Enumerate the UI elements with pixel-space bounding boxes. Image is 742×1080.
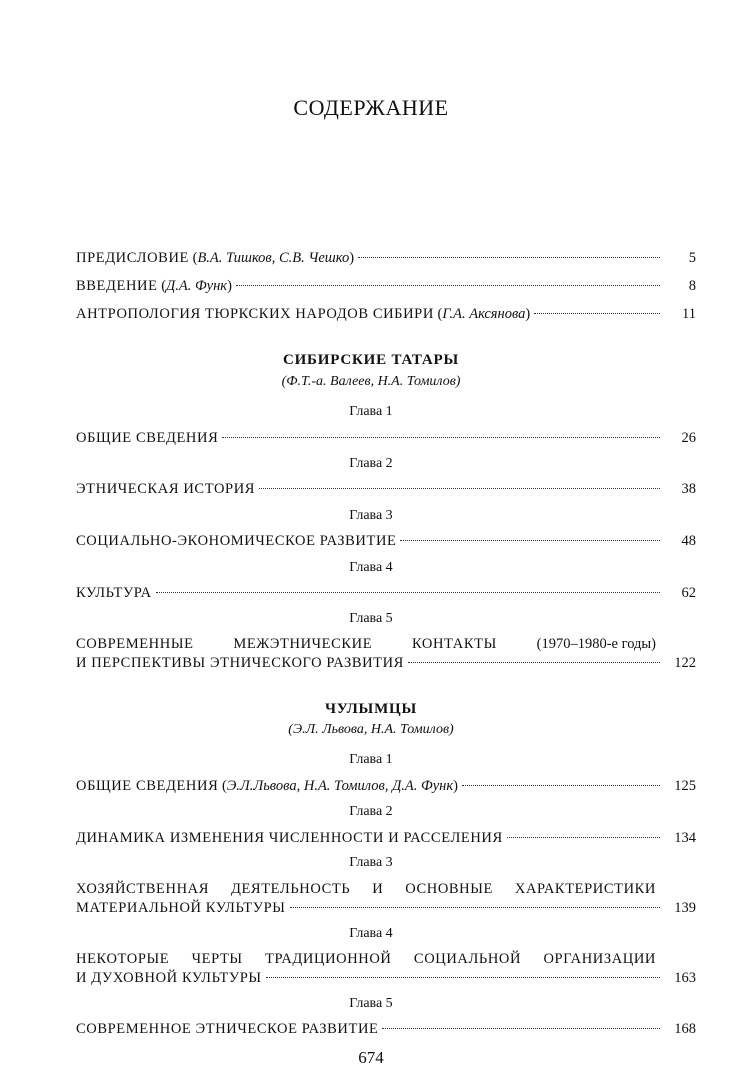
entry-title: КУЛЬТУРА bbox=[76, 585, 152, 601]
entry-page: 38 bbox=[681, 481, 696, 497]
title-word: СОВРЕМЕННЫЕ bbox=[76, 636, 194, 652]
chapter-label: Глава 3 bbox=[349, 855, 393, 870]
leader-dots bbox=[259, 487, 660, 489]
title-word: (1970–1980-е годы) bbox=[536, 636, 656, 652]
entry-title: И ПЕРСПЕКТИВЫ ЭТНИЧЕСКОГО РАЗВИТИЯ bbox=[76, 655, 404, 671]
title-word: ДЕЯТЕЛЬНОСТЬ bbox=[230, 881, 351, 897]
toc-entry-line1[interactable] bbox=[76, 879, 656, 899]
entry-page: 8 bbox=[688, 278, 696, 294]
toc-entry-line1[interactable] bbox=[76, 634, 656, 654]
section-authors-text: Э.Л. Львова, Н.А. Томилов bbox=[292, 722, 450, 737]
entry-title: ПРЕДИСЛОВИЕ bbox=[76, 250, 189, 266]
title-word: ТРАДИЦИОННОЙ bbox=[265, 951, 392, 967]
entry-title: ОБЩИЕ СВЕДЕНИЯ bbox=[76, 430, 219, 446]
entry-author: Г.А. Аксянова bbox=[442, 306, 526, 322]
entry-page: 11 bbox=[682, 306, 696, 322]
chapter-label: Глава 1 bbox=[349, 752, 393, 767]
toc-entry-introduction[interactable] bbox=[76, 276, 696, 296]
title-word: МЕЖЭТНИЧЕСКИЕ bbox=[233, 636, 373, 652]
title-word: НЕКОТОРЫЕ bbox=[76, 951, 170, 967]
toc-entry-line2[interactable] bbox=[76, 968, 696, 988]
page-title: СОДЕРЖАНИЕ bbox=[293, 95, 449, 120]
chapter-label: Глава 1 bbox=[349, 404, 393, 419]
entry-author: В.А. Тишков, С.В. Чешко bbox=[197, 250, 350, 266]
chapter-label: Глава 4 bbox=[349, 926, 393, 941]
leader-dots bbox=[408, 661, 660, 663]
leader-dots bbox=[507, 836, 660, 838]
entry-author-wrap: (Э.Л.Львова, Н.А. Томилов, Д.А. Функ) bbox=[218, 778, 458, 794]
leader-dots bbox=[266, 976, 660, 978]
entry-page: 5 bbox=[688, 250, 696, 266]
title-word: И bbox=[372, 881, 384, 897]
title-word: КОНТАКТЫ bbox=[412, 636, 497, 652]
entry-title: И ДУХОВНОЙ КУЛЬТУРЫ bbox=[76, 970, 262, 986]
leader-dots bbox=[382, 1027, 660, 1029]
leader-dots bbox=[358, 256, 660, 258]
leader-dots bbox=[462, 784, 660, 786]
toc-entry-line1[interactable] bbox=[76, 949, 656, 969]
entry-title: ЭТНИЧЕСКАЯ ИСТОРИЯ bbox=[76, 481, 256, 497]
entry-author-wrap: (Д.А. Функ) bbox=[157, 278, 232, 294]
entry-page: 139 bbox=[674, 900, 696, 916]
entry-page: 122 bbox=[674, 655, 696, 671]
title-word: ХОЗЯЙСТВЕННАЯ bbox=[76, 881, 210, 897]
section-authors: (Э.Л. Львова, Н.А. Томилов) bbox=[288, 722, 454, 737]
toc-entry[interactable] bbox=[76, 428, 696, 448]
leader-dots bbox=[222, 436, 660, 438]
chapter-label: Глава 5 bbox=[349, 611, 393, 626]
section-heading-chulyms: ЧУЛЫМЦЫ bbox=[324, 701, 418, 717]
leader-dots bbox=[156, 591, 660, 593]
entry-title: АНТРОПОЛОГИЯ ТЮРКСКИХ НАРОДОВ СИБИРИ bbox=[76, 306, 434, 322]
leader-dots bbox=[534, 312, 660, 314]
title-word: ОРГАНИЗАЦИИ bbox=[543, 951, 656, 967]
toc-entry[interactable] bbox=[76, 479, 696, 499]
entry-title: СОЦИАЛЬНО-ЭКОНОМИЧЕСКОЕ РАЗВИТИЕ bbox=[76, 533, 397, 549]
toc-entry[interactable] bbox=[76, 776, 696, 796]
entry-title: ВВЕДЕНИЕ bbox=[76, 278, 158, 294]
toc-entry-preface[interactable] bbox=[76, 248, 696, 268]
toc-entry-line2[interactable] bbox=[76, 898, 696, 918]
entry-author: Д.А. Функ bbox=[166, 278, 228, 294]
entry-author: Э.Л.Львова, Н.А. Томилов, Д.А. Функ bbox=[226, 778, 454, 794]
toc-entry[interactable] bbox=[76, 1019, 696, 1039]
chapter-label: Глава 4 bbox=[349, 560, 393, 575]
entry-page: 62 bbox=[681, 585, 696, 601]
chapter-label: Глава 5 bbox=[349, 996, 393, 1011]
section-authors: (Ф.Т.-а. Валеев, Н.А. Томилов) bbox=[281, 374, 461, 389]
entry-title: ДИНАМИКА ИЗМЕНЕНИЯ ЧИСЛЕННОСТИ И РАССЕЛЕНИЯ bbox=[76, 830, 503, 846]
chapter-label: Глава 2 bbox=[349, 804, 393, 819]
entry-title: ОБЩИЕ СВЕДЕНИЯ bbox=[76, 778, 219, 794]
toc-entry-line2[interactable] bbox=[76, 653, 696, 673]
entry-page: 134 bbox=[674, 830, 696, 846]
entry-title: МАТЕРИАЛЬНОЙ КУЛЬТУРЫ bbox=[76, 900, 286, 916]
entry-page: 125 bbox=[674, 778, 696, 794]
section-authors-text: Ф.Т.-а. Валеев, Н.А. Томилов bbox=[286, 374, 456, 389]
entry-page: 163 bbox=[674, 970, 696, 986]
entry-title: СОВРЕМЕННОЕ ЭТНИЧЕСКОЕ РАЗВИТИЕ bbox=[76, 1021, 379, 1037]
title-word: ОСНОВНЫЕ bbox=[405, 881, 493, 897]
entry-page: 48 bbox=[681, 533, 696, 549]
entry-page: 26 bbox=[681, 430, 696, 446]
title-word: ХАРАКТЕРИСТИКИ bbox=[514, 881, 656, 897]
chapter-label: Глава 3 bbox=[349, 508, 393, 523]
toc-entry[interactable] bbox=[76, 531, 696, 551]
page-number: 674 bbox=[358, 1048, 384, 1067]
title-word: ЧЕРТЫ bbox=[191, 951, 243, 967]
leader-dots bbox=[400, 539, 660, 541]
entry-author-wrap: (В.А. Тишков, С.В. Чешко) bbox=[188, 250, 355, 266]
title-word: СОЦИАЛЬНОЙ bbox=[413, 951, 522, 967]
leader-dots bbox=[236, 284, 660, 286]
chapter-label: Глава 2 bbox=[349, 456, 393, 471]
leader-dots bbox=[290, 906, 660, 908]
toc-entry[interactable] bbox=[76, 828, 696, 848]
toc-entry[interactable] bbox=[76, 583, 696, 603]
entry-page: 168 bbox=[674, 1021, 696, 1037]
toc-entry-anthropology[interactable] bbox=[76, 304, 696, 324]
entry-author-wrap: (Г.А. Аксянова) bbox=[433, 306, 531, 322]
section-heading-siberian-tatars: СИБИРСКИЕ ТАТАРЫ bbox=[282, 352, 460, 368]
